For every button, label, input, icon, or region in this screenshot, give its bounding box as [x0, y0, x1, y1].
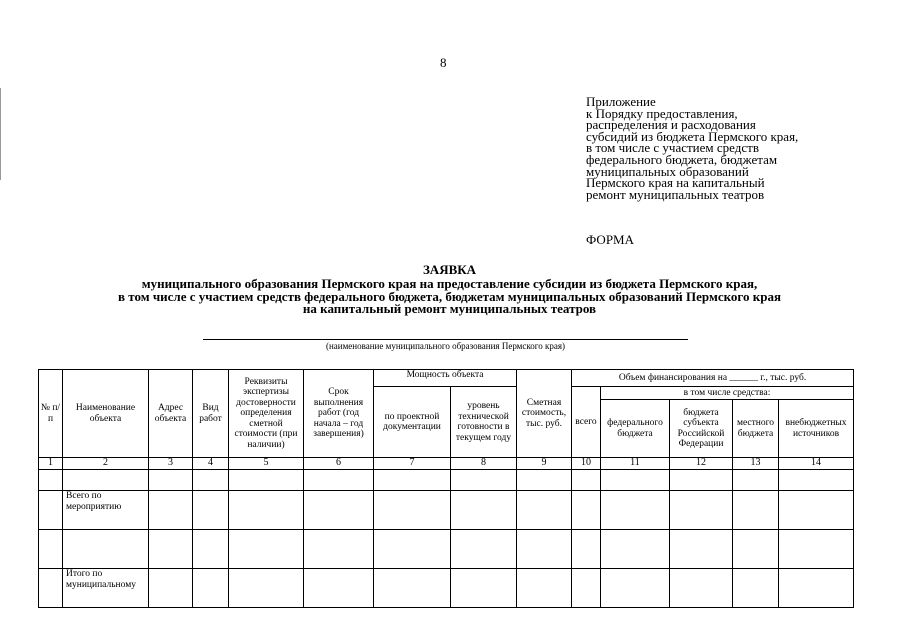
column-number: 14	[779, 458, 854, 470]
subtitle-line: на капитальный ремонт муниципальных театров	[302, 301, 597, 316]
appendix-line: муниципальных образований	[586, 163, 749, 179]
header-expertise: Реквизиты экспертизы достоверности определения сметной стоимости (при наличии)	[229, 370, 304, 458]
header-total: всего	[572, 387, 601, 458]
row-label-total-measure: Всего по мероприятию	[63, 491, 149, 530]
header-address: Адрес объекта	[149, 370, 193, 458]
table-row	[39, 470, 854, 491]
header-capacity: Мощность объекта	[374, 370, 517, 387]
column-number: 6	[304, 458, 374, 470]
form-label: ФОРМА	[586, 232, 634, 247]
appendix-line: субсидий из бюджета Пермского края,	[586, 128, 799, 144]
header-estimate: Сметная стоимость, тыс. руб.	[517, 370, 572, 458]
column-number: 8	[451, 458, 517, 470]
header-work-type: Вид работ	[193, 370, 229, 458]
appendix-line: Приложение	[586, 94, 656, 109]
table-row	[39, 569, 854, 608]
column-number: 4	[193, 458, 229, 470]
header-including: в том числе средства:	[601, 387, 854, 400]
subtitle-line: в том числе с участием средств федерального бюджета, бюджетам муниципальных образований Пермского края	[118, 288, 781, 304]
header-object-name: Наименование объекта	[63, 370, 149, 458]
table-row	[39, 530, 854, 569]
document-title: ЗАЯВКА	[422, 262, 477, 277]
header-term: Срок выполнения работ (год начала – год завершения)	[304, 370, 374, 458]
appendix-line: распределения и расходования	[586, 117, 756, 133]
appendix-line: Пермского края на капитальный	[586, 175, 765, 191]
municipality-name-line	[203, 339, 688, 340]
appendix-line: федерального бюджета, бюджетам	[586, 151, 778, 167]
subtitle-line: муниципального образования Пермского края на предоставление субсидии из бюджета Пермского края,	[141, 276, 758, 291]
row-label-total-municipal: Итого по муниципальному	[63, 569, 149, 608]
table-row	[39, 491, 854, 530]
header-local: местного бюджета	[733, 400, 779, 458]
column-number: 13	[733, 458, 779, 470]
appendix-line: ремонт муниципальных театров	[586, 186, 765, 202]
document-subtitle	[0, 278, 899, 316]
column-number: 9	[517, 458, 572, 470]
header-federal: федерального бюджета	[601, 400, 670, 458]
column-number: 10	[572, 458, 601, 470]
header-capacity-project: по проектной документации	[374, 387, 451, 458]
appendix-block	[586, 96, 886, 200]
application-table	[38, 369, 854, 608]
page-number: 8	[440, 55, 447, 70]
appendix-line: в том числе с участием средств	[586, 140, 759, 156]
column-number: 11	[601, 458, 670, 470]
header-extrabudget: внебюджетных источников	[779, 400, 854, 458]
column-number: 7	[374, 458, 451, 470]
column-number: 1	[39, 458, 63, 470]
header-num: № п/п	[39, 370, 63, 458]
column-number: 12	[670, 458, 733, 470]
column-number: 5	[229, 458, 304, 470]
scan-edge-mark	[0, 88, 1, 180]
column-number: 2	[63, 458, 149, 470]
header-financing: Объем финансирования на ______ г., тыс. руб.	[572, 370, 854, 387]
column-number: 3	[149, 458, 193, 470]
header-regional: бюджета субъекта Российской Федерации	[670, 400, 733, 458]
appendix-line: к Порядку предоставления,	[586, 105, 738, 121]
header-capacity-readiness: уровень технической готовности в текущем году	[451, 387, 517, 458]
municipality-name-caption: (наименование муниципального образования Пермского края)	[325, 341, 566, 351]
